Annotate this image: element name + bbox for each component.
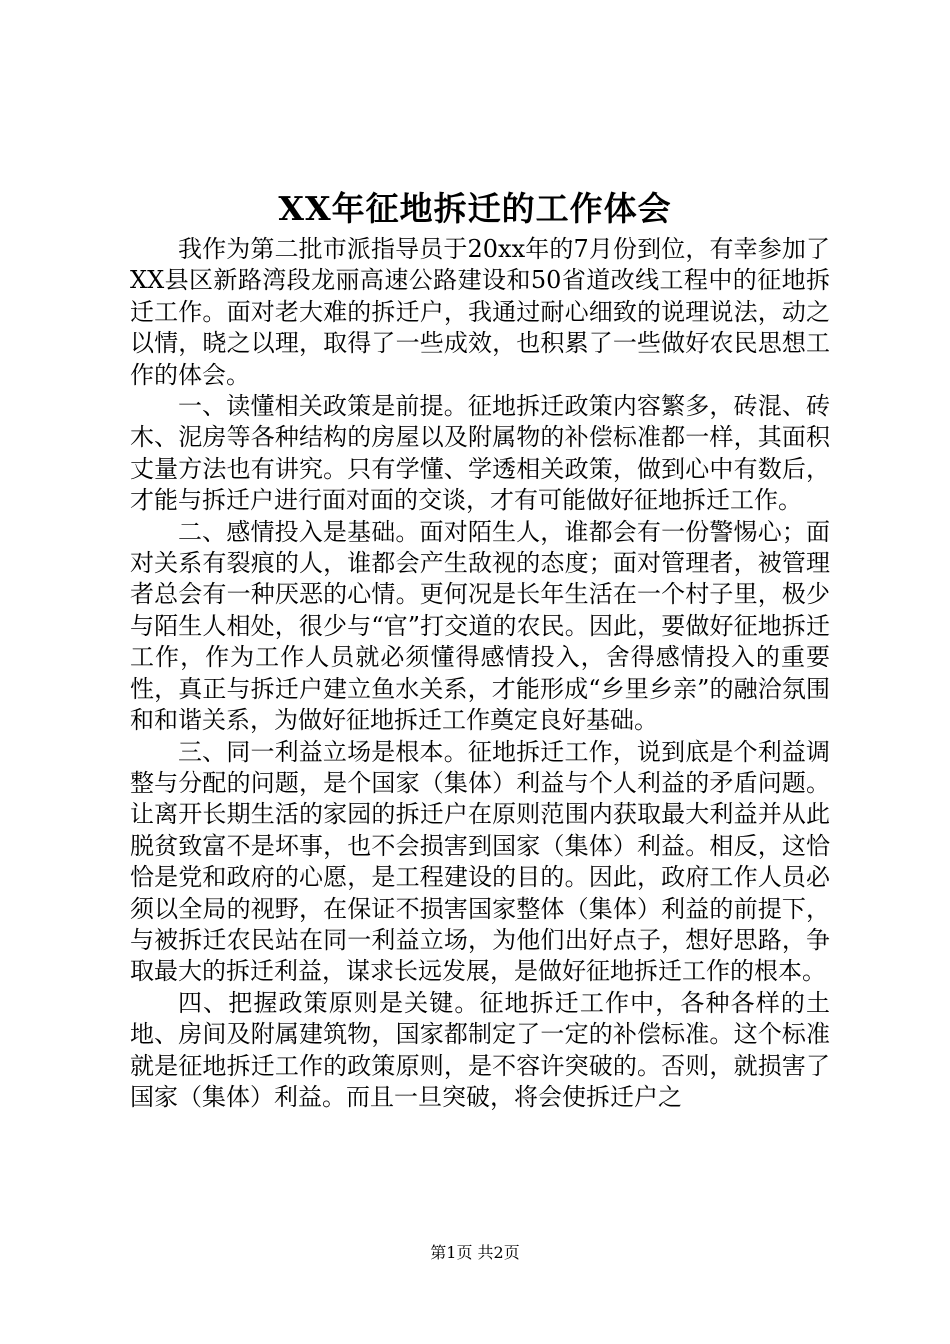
paragraph-section-4: 四、把握政策原则是关键。征地拆迁工作中，各种各样的土地、房间及附属建筑物，国家都制定了一定的补偿标准。这个标准就是征地拆迁工作的政策原则，是不容许突破的。否则，就损害了国家（集体）利益。而且一旦突破，将会使拆迁户之 <box>130 988 830 1111</box>
paragraph-section-3: 三、同一利益立场是根本。征地拆迁工作，说到底是个利益调整与分配的问题，是个国家（集体）利益与个人利益的矛盾问题。让离开长期生活的家园的拆迁户在原则范围内获取最大利益并从此脱贫致富不是坏事，也不会损害到国家（集体）利益。相反，这恰恰是党和政府的心愿，是工程建设的目的。因此，政府工作人员必须以全局的视野，在保证不损害国家整体（集体）利益的前提下，与被拆迁农民站在同一利益立场，为他们出好点子，想好思路，争取最大的拆迁利益，谋求长远发展，是做好征地拆迁工作的根本。 <box>130 737 830 986</box>
paragraph-section-1: 一、读懂相关政策是前提。征地拆迁政策内容繁多，砖混、砖木、泥房等各种结构的房屋以及附属物的补偿标准都一样，其面积丈量方法也有讲究。只有学懂、学透相关政策，做到心中有数后，才能与拆迁户进行面对面的交谈，才有可能做好征地拆迁工作。 <box>130 392 830 515</box>
page-footer: 第1页 共2页 <box>430 1243 520 1262</box>
document-title: XX年征地拆迁的工作体会 <box>278 189 672 228</box>
paragraph-section-2: 二、感情投入是基础。面对陌生人，谁都会有一份警惕心；面对关系有裂痕的人，谁都会产生敌视的态度；面对管理者，被管理者总会有一种厌恶的心情。更何况是长年生活在一个村子里，极少与陌生人相处，很少与“官”打交道的农民。因此，要做好征地拆迁工作，作为工作人员就必须懂得感情投入，舍得感情投入的重要性，真正与拆迁户建立鱼水关系，才能形成“乡里乡亲”的融洽氛围和和谐关系，为做好征地拆迁工作奠定良好基础。 <box>130 517 830 735</box>
document-body <box>130 234 830 1113</box>
paragraph-intro: 我作为第二批市派指导员于20xx年的7月份到位，有幸参加了XX县区新路湾段龙丽高速公路建设和50省道改线工程中的征地拆迁工作。面对老大难的拆迁户，我通过耐心细致的说理说法，动之以情，晓之以理，取得了一些成效，也积累了一些做好农民思想工作的体会。 <box>130 235 830 389</box>
